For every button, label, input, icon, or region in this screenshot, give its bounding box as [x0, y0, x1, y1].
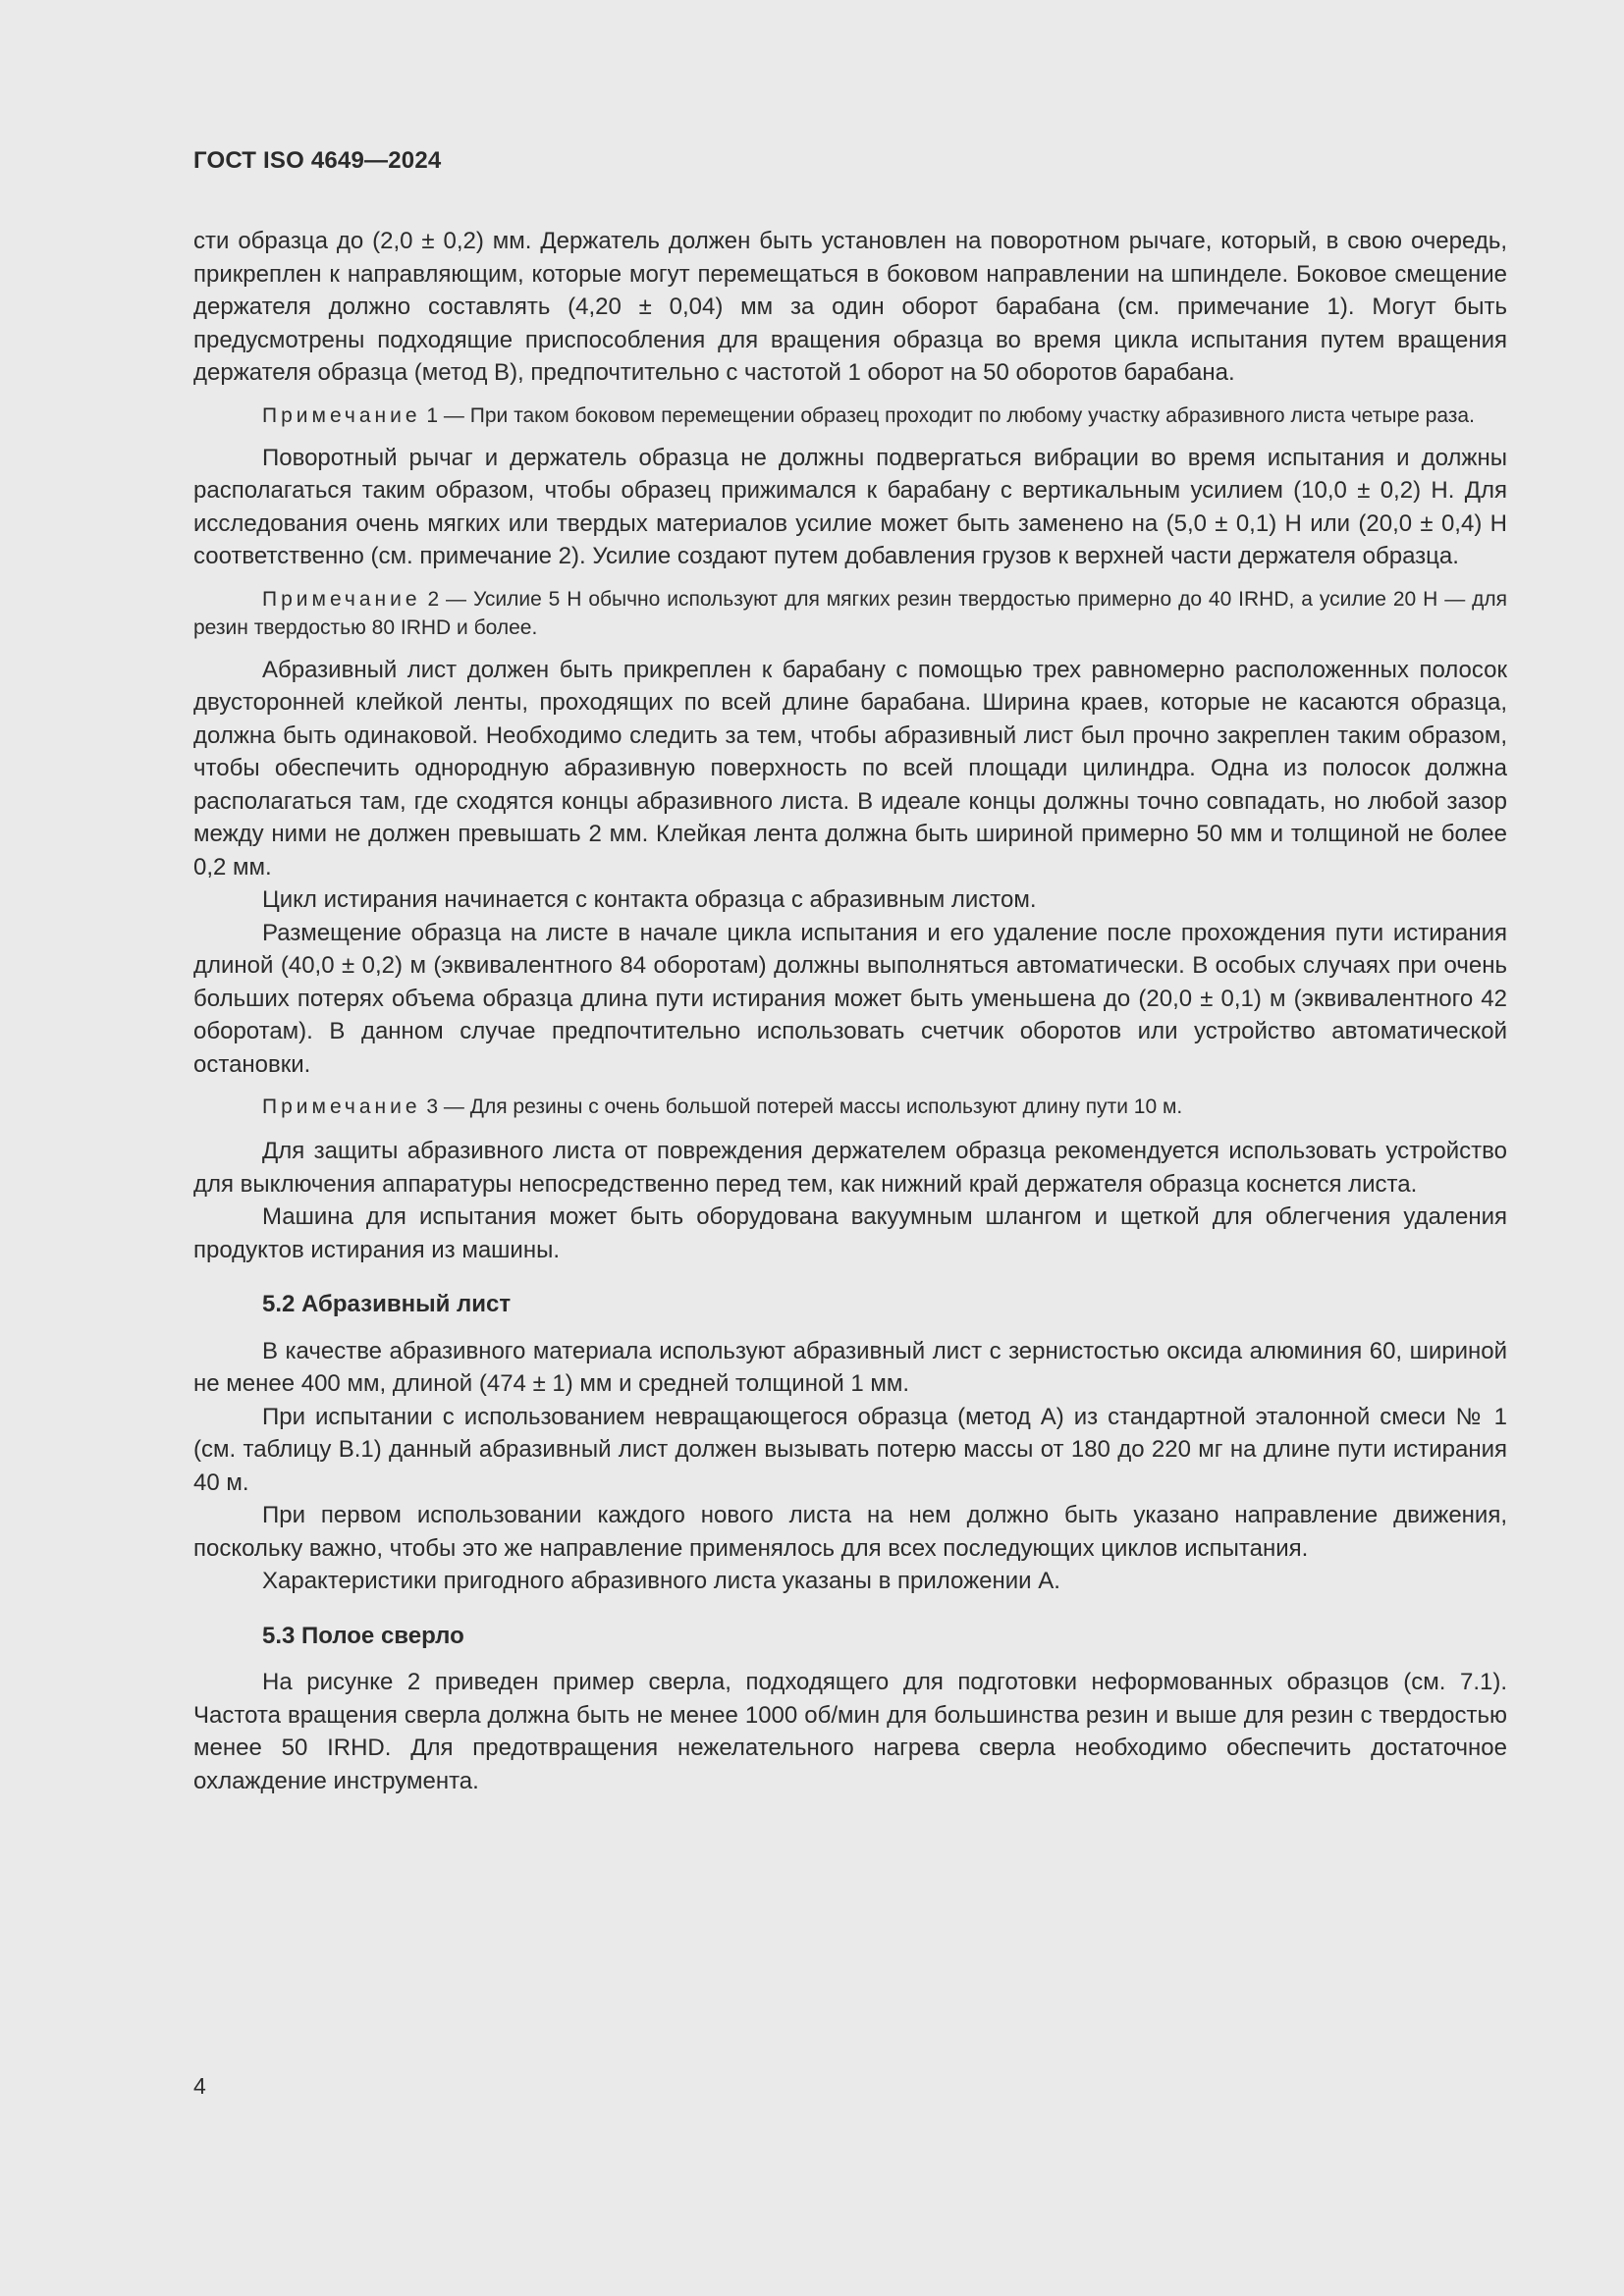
paragraph: Цикл истирания начинается с контакта образца с абразивным листом. [262, 886, 1037, 913]
note-label: Примечание [262, 587, 421, 611]
note-text: 3 — Для резины с очень большой потерей массы используют длину пути 10 м. [420, 1095, 1183, 1118]
note-3 [193, 1093, 1507, 1121]
note-label: Примечание [262, 403, 421, 427]
paragraph: Для защиты абразивного листа от повреждения держателем образца рекомендуется использовать устройство для выключения аппаратуры непосредственно перед тем, как нижний край держателя образца коснется листа. [193, 1138, 1507, 1198]
document-body [193, 225, 1507, 1797]
paragraph: При первом использовании каждого нового листа на нем должно быть указано направление движения, поскольку важно, чтобы это же направление применялось для всех последующих циклов испытания. [193, 1502, 1507, 1562]
paragraph: При испытании с использованием невращающегося образца (метод A) из стандартной эталонной смеси № 1 (см. таблицу B.1) данный абразивный лист должен вызывать потерю массы от 180 до 220 мг на длине пути истирания 40 м. [193, 1403, 1507, 1496]
document-header: ГОСТ ISO 4649—2024 [193, 147, 442, 174]
paragraph: Абразивный лист должен быть прикреплен к барабану с помощью трех равномерно расположенных полосок двусторонней клейкой ленты, проходящих по всей длине барабана. Ширина краев, которые не касаются образца, должна быть одинаковой. Необходимо следить за тем, чтобы абразивный лист был прочно закреплен таким образом, чтобы обеспечить однородную абразивную поверхность по всей площади цилиндра. Одна из полосок должна располагаться там, где сходятся концы абразивного листа. В идеале концы должны точно совпадать, но любой зазор между ними не должен превышать 2 мм. Клейкая лента должна быть шириной примерно 50 мм и толщиной не более 0,2 мм. [193, 656, 1507, 881]
note-text: 2 — Усилие 5 Н обычно используют для мягких резин твердостью примерно до 40 IRHD, а усилие 20 Н — для резин твердостью 80 IRHD и более. [193, 587, 1507, 639]
paragraph: сти образца до (2,0 ± 0,2) мм. Держатель должен быть установлен на поворотном рычаге, который, в свою очередь, прикреплен к направляющим, которые могут перемещаться в боковом направлении на шпинделе. Боковое смещение держателя должно составлять (4,20 ± 0,04) мм за один оборот барабана (см. примечание 1). Могут быть предусмотрены подходящие приспособления для вращения образца во время цикла испытания путем вращения держателя образца (метод B), предпочтительно с частотой 1 оборот на 50 оборотов барабана. [193, 228, 1507, 386]
note-text: 1 — При таком боковом перемещении образец проходит по любому участку абразивного листа четыре раза. [420, 403, 1475, 427]
section-heading-5-2: 5.2 Абразивный лист [262, 1291, 512, 1317]
section-heading-5-3: 5.3 Полое сверло [262, 1622, 464, 1649]
paragraph: В качестве абразивного материала используют абразивный лист с зернистостью оксида алюминия 60, шириной не менее 400 мм, длиной (474 ± 1) мм и средней толщиной 1 мм. [193, 1337, 1507, 1397]
paragraph: Характеристики пригодного абразивного листа указаны в приложении А. [262, 1568, 1060, 1594]
note-2 [193, 585, 1507, 642]
note-label: Примечание [262, 1095, 421, 1118]
note-1 [193, 401, 1507, 430]
paragraph: Машина для испытания может быть оборудована вакуумным шлангом и щеткой для облегчения удаления продуктов истирания из машины. [193, 1203, 1507, 1263]
paragraph: Поворотный рычаг и держатель образца не должны подвергаться вибрации во время испытания и должны располагаться таким образом, чтобы образец прижимался к барабану с вертикальным усилием (10,0 ± 0,2) Н. Для исследования очень мягких или твердых материалов усилие может быть заменено на (5,0 ± 0,1) Н или (20,0 ± 0,4) Н соответственно (см. примечание 2). Усилие создают путем добавления грузов к верхней части держателя образца. [193, 444, 1507, 569]
page-number: 4 [193, 2073, 206, 2099]
paragraph: Размещение образца на листе в начале цикла испытания и его удаление после прохождения пути истирания длиной (40,0 ± 0,2) м (эквивалентного 84 оборотам) должны выполняться автоматически. В особых случаях при очень больших потерях объема образца длина пути истирания может быть уменьшена до (20,0 ± 0,1) м (эквивалентного 42 оборотам). В данном случае предпочтительно использовать счетчик оборотов или устройство автоматической остановки. [193, 919, 1507, 1078]
paragraph: На рисунке 2 приведен пример сверла, подходящего для подготовки неформованных образцов (см. 7.1). Частота вращения сверла должна быть не менее 1000 об/мин для большинства резин и выше для резин с твердостью менее 50 IRHD. Для предотвращения нежелательного нагрева сверла необходимо обеспечить достаточное охлаждение инструмента. [193, 1669, 1507, 1794]
